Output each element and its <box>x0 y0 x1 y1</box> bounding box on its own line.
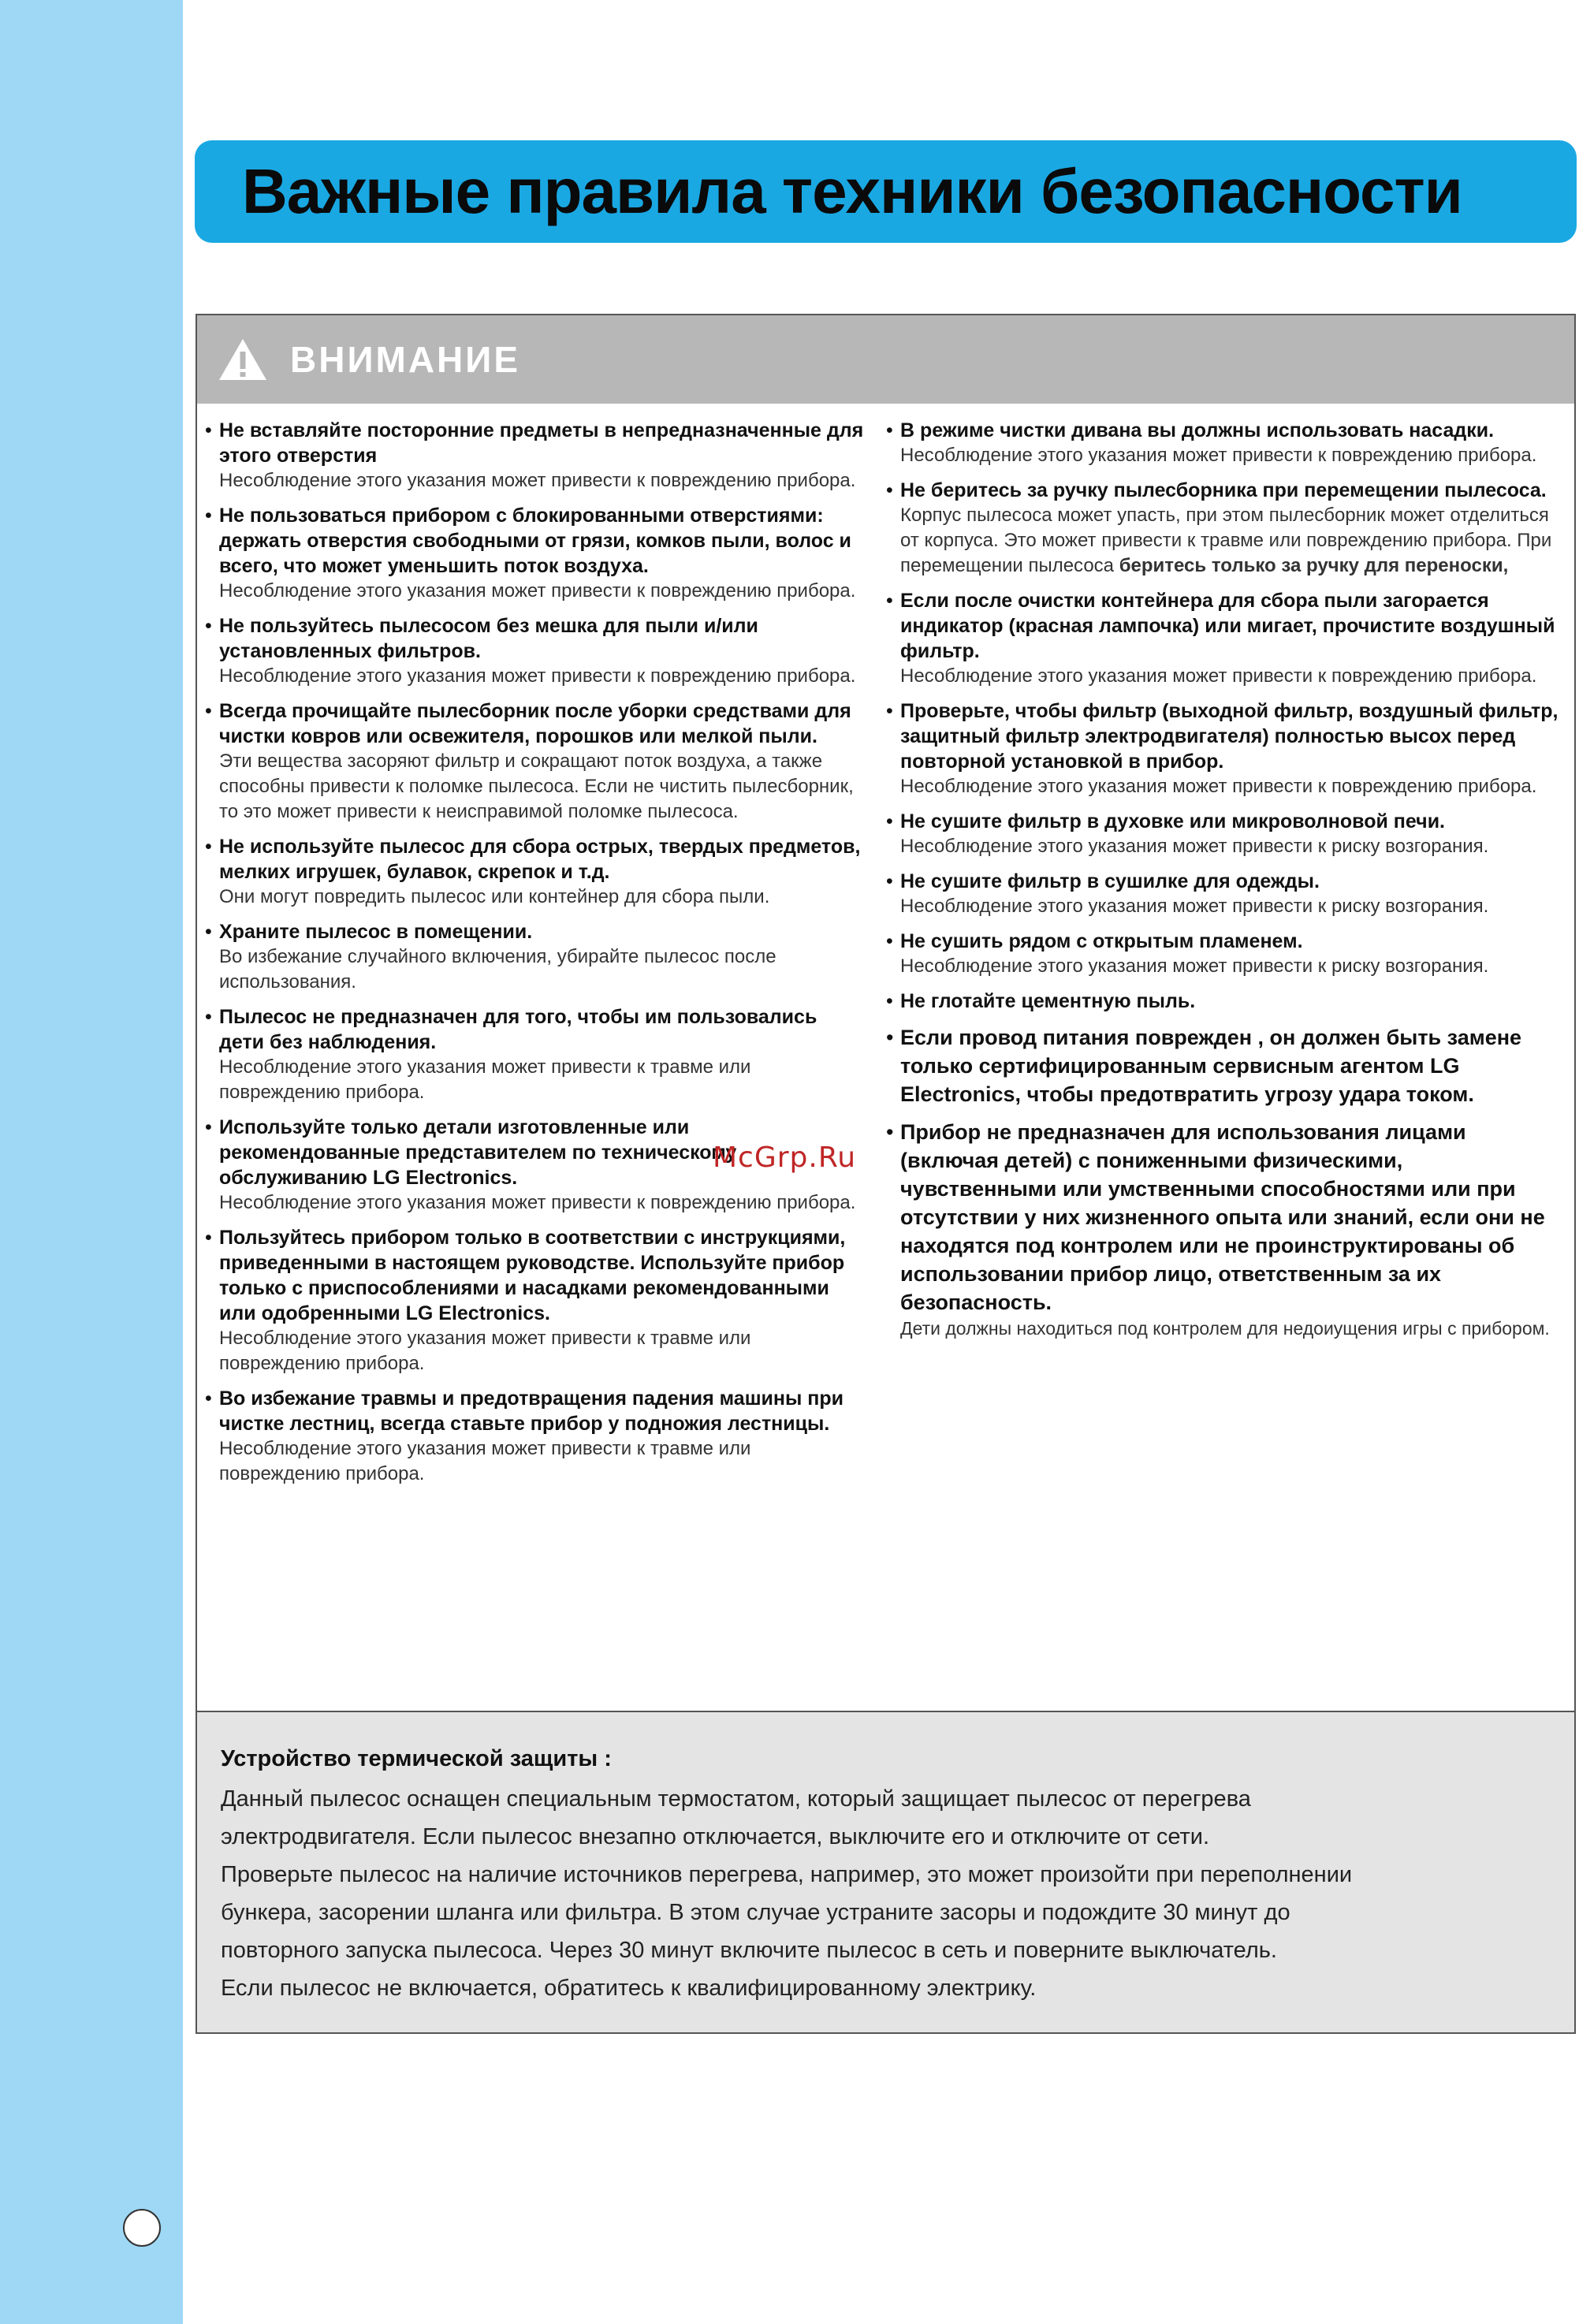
list-item: • Если после очистки контейнера для сбора пыли загорается индикатор (красная лампочка) или мигает, прочистите воздушный фильтр. Несоблюдение этого указания может привести к повреждению прибора. <box>886 588 1560 689</box>
side-stripe <box>0 0 183 2324</box>
item-title: Прибор не предназначен для использования лицами (включая детей) с пониженными физическими, чувственными или умственными способностями или при отсутствии у них жизненного опыта или знаний, если они не находятся под контролем или не проинструктированы об использовании прибор лицо, ответственным за их безопасность. <box>900 1120 1545 1314</box>
thermal-line: Если пылесос не включается, обратитесь к квалифицированному электрику. <box>221 1976 1037 2001</box>
thermal-protection-box <box>197 1711 1574 2032</box>
item-title: Не пользоваться прибором с блокированными отверстиями: держать отверстия свободными от грязи, комков пыли, волос и всего, что может уменьшить поток воздуха. <box>219 505 851 577</box>
thermal-line: Данный пылесос оснащен специальным термостатом, который защищает пылесос от перегрева <box>221 1786 1251 1812</box>
item-desc <box>900 503 1560 579</box>
list-item: • Храните пылесос в помещении. Во избежание случайного включения, убирайте пылесос после использования. <box>205 919 867 995</box>
warning-label: ВНИМАНИЕ <box>290 339 521 380</box>
list-item: • Проверьте, чтобы фильтр (выходной фильтр, воздушный фильтр, защитный фильтр электродвигателя) полностью высох перед повторной установкой в прибор. Несоблюдение этого указания может привести к повреждению прибора. <box>886 698 1560 799</box>
list-item: • Не сушите фильтр в сушилке для одежды. Несоблюдение этого указания может привести к риску возгорания. <box>886 869 1560 919</box>
item-desc-text: Корпус пылесоса может упасть, при этом пылесборник может отделиться от корпуса. Это может привести к травме или повреждению прибора. При перемещении пылесоса <box>900 505 1552 576</box>
item-desc: Они могут повредить пылесос или контейнер для сбора пыли. <box>219 886 770 907</box>
list-item: • Не сушите фильтр в духовке или микроволновой печи. Несоблюдение этого указания может привести к риску возгорания. <box>886 809 1560 859</box>
thermal-line: повторного запуска пылесоса. Через 30 минут включите пылесос в сеть и поверните выключатель. <box>221 1938 1277 1963</box>
list-item: • Не глотайте цементную пыль. <box>886 989 1560 1014</box>
item-desc: Эти вещества засоряют фильтр и сокращают поток воздуха, а также способны привести к поломке пылесоса. Если не чистить пылесборник, то это может привести к неисправимой поломке пылесоса. <box>219 750 854 822</box>
page-number-circle <box>123 2209 161 2247</box>
warning-triangle-icon <box>218 337 268 382</box>
item-desc: Несоблюдение этого указания может привести к повреждению прибора. <box>219 580 856 601</box>
item-title: Не используйте пылесос для сбора острых, твердых предметов, мелких игрушек, булавок, скрепок и т.д. <box>219 836 861 883</box>
item-desc: Несоблюдение этого указания может привести к повреждению прибора. <box>900 445 1537 466</box>
list-item: • Если провод питания поврежден , он должен быть замене только сертифицированным сервисным агентом LG Electronics, чтобы предотвратить угрозу удара током. <box>886 1023 1560 1108</box>
item-title: Пылесос не предназначен для того, чтобы им пользовались дети без наблюдения. <box>219 1006 817 1053</box>
list-item: • Пылесос не предназначен для того, чтобы им пользовались дети без наблюдения. Несоблюдение этого указания может привести к травме или повреждению прибора. <box>205 1004 867 1105</box>
warning-header <box>197 315 1574 404</box>
left-column <box>205 418 867 1496</box>
item-desc: Несоблюдение этого указания может привести к риску возгорания. <box>900 836 1489 857</box>
list-item: • Пользуйтесь прибором только в соответствии с инструкциями, приведенными в настоящем руководстве. Используйте прибор только с приспособлениями и насадками рекомендованными или одобренными LG Electronics. Несоблюдение этого указания может привести к травме или повреждению прибора. <box>205 1225 867 1376</box>
list-item: • Не сушить рядом с открытым пламенем. Несоблюдение этого указания может привести к риску возгорания. <box>886 929 1560 979</box>
item-title: Не сушить рядом с открытым пламенем. <box>900 930 1303 952</box>
item-desc: Дети должны находиться под контролем для недоиущения игры с прибором. <box>900 1318 1550 1339</box>
item-title: Если провод питания поврежден , он должен быть замене только сертифицированным сервисным агентом LG Electronics, чтобы предотвратить угрозу удара током. <box>900 1026 1522 1106</box>
list-item: • Прибор не предназначен для использования лицами (включая детей) с пониженными физическими, чувственными или умственными способностями или при отсутствии у них жизненного опыта или знаний, если они не находятся под контролем или не проинструктированы об использовании прибор лицо, ответственным за их безопасность. Дети должны находиться под контролем для недоиущения игры с прибором. <box>886 1118 1560 1340</box>
list-item: • Не вставляйте посторонние предметы в непредназначенные для этого отверстия Несоблюдение этого указания может привести к повреждению прибора. <box>205 418 867 493</box>
list-item: • Используйте только детали изготовленные или рекомендованные представителем по техническому обслуживанию LG Electronics. Несоблюдение этого указания может привести к повреждению прибора. <box>205 1115 867 1216</box>
item-title: Не пользуйтесь пылесосом без мешка для пыли и/или установленных фильтров. <box>219 615 758 662</box>
list-item: • Всегда прочищайте пылесборник после уборки средствами для чистки ковров или освежителя, порошков или мелкой пыли. Эти вещества засоряют фильтр и сокращают поток воздуха, а также способны привести к поломке пылесоса. Если не чистить пылесборник, то это может привести к неисправимой поломке пылесоса. <box>205 698 867 825</box>
item-desc: Несоблюдение этого указания может привести к травме или повреждению прибора. <box>219 1328 751 1374</box>
list-item: • Во избежание травмы и предотвращения падения машины при чистке лестниц, всегда ставьте прибор у подножия лестницы. Несоблюдение этого указания может привести к травме или повреждению прибора. <box>205 1386 867 1487</box>
item-desc: Несоблюдение этого указания может привести к повреждению прибора. <box>900 776 1537 797</box>
list-item: • Не используйте пылесос для сбора острых, твердых предметов, мелких игрушек, булавок, скрепок и т.д. Они могут повредить пылесос или контейнер для сбора пыли. <box>205 834 867 910</box>
thermal-line: бункера, засорении шланга или фильтра. В этом случае устраните засоры и подождите 30 минут до <box>221 1900 1290 1925</box>
thermal-title: Устройство термической защиты : <box>221 1746 612 1771</box>
item-desc: Несоблюдение этого указания может привести к повреждению прибора. <box>219 470 856 491</box>
item-title: Не беритесь за ручку пылесборника при перемещении пылесоса. <box>900 479 1547 501</box>
item-desc: Несоблюдение этого указания может привести к повреждению прибора. <box>219 1192 856 1213</box>
item-desc: Несоблюдение этого указания может привести к повреждению прибора. <box>219 665 856 687</box>
thermal-line: электродвигателя. Если пылесос внезапно отключается, выключите его и отключите от сети. <box>221 1824 1210 1849</box>
item-desc: Несоблюдение этого указания может привести к травме или повреждению прибора. <box>219 1056 751 1103</box>
watermark: McGrp.Ru <box>713 1142 857 1174</box>
list-item: • В режиме чистки дивана вы должны использовать насадки. Несоблюдение этого указания может привести к повреждению прибора. <box>886 418 1560 468</box>
item-title: Не сушите фильтр в духовке или микроволновой печи. <box>900 810 1446 832</box>
item-desc: Во избежание случайного включения, убирайте пылесос после использования. <box>219 946 776 993</box>
title-bar <box>195 140 1577 243</box>
safety-frame <box>196 314 1576 2034</box>
item-desc-bold: беритесь только за ручку для переноски, <box>1119 555 1509 576</box>
list-item: • Не пользоваться прибором с блокированными отверстиями: держать отверстия свободными от грязи, комков пыли, волос и всего, что может уменьшить поток воздуха. Несоблюдение этого указания может привести к повреждению прибора. <box>205 503 867 604</box>
thermal-line: Проверьте пылесос на наличие источников перегрева, например, это может произойти при переполнении <box>221 1862 1353 1887</box>
item-title: Не глотайте цементную пыль. <box>900 990 1196 1012</box>
item-title: Во избежание травмы и предотвращения падения машины при чистке лестниц, всегда ставьте прибор у подножия лестницы. <box>219 1387 844 1435</box>
item-title: В режиме чистки дивана вы должны использовать насадки. <box>900 419 1495 441</box>
item-title: Пользуйтесь прибором только в соответствии с инструкциями, приведенными в настоящем руководстве. Используйте прибор только с приспособлениями и насадками рекомендованными или одобренными LG Electronics. <box>219 1227 846 1324</box>
item-title: Если после очистки контейнера для сбора пыли загорается индикатор (красная лампочка) или мигает, прочистите воздушный фильтр. <box>900 590 1555 662</box>
item-title: Не вставляйте посторонние предметы в непредназначенные для этого отверстия <box>219 419 864 467</box>
right-column <box>886 418 1560 1350</box>
item-title: Всегда прочищайте пылесборник после уборки средствами для чистки ковров или освежителя, порошков или мелкой пыли. <box>219 700 851 747</box>
list-item: • Не пользуйтесь пылесосом без мешка для пыли и/или установленных фильтров. Несоблюдение этого указания может привести к повреждению прибора. <box>205 613 867 689</box>
item-desc: Несоблюдение этого указания может привести к травме или повреждению прибора. <box>219 1438 751 1484</box>
item-desc: Несоблюдение этого указания может привести к риску возгорания. <box>900 955 1489 977</box>
item-title: Храните пылесос в помещении. <box>219 921 533 943</box>
item-desc: Несоблюдение этого указания может привести к риску возгорания. <box>900 896 1489 917</box>
item-title: Используйте только детали изготовленные или рекомендованные представителем по техническому обслуживанию LG Electronics. <box>219 1116 737 1189</box>
item-title: Проверьте, чтобы фильтр (выходной фильтр, воздушный фильтр, защитный фильтр электродвигателя) полностью высох перед повторной установкой в прибор. <box>900 700 1559 773</box>
list-item: • Не беритесь за ручку пылесборника при перемещении пылесоса. Корпус пылесоса может упасть, при этом пылесборник может отделиться от корпуса. Это может привести к травме или повреждению прибора. При перемещении пылесоса беритесь только за ручку для переноски, <box>886 478 1560 579</box>
item-desc: Несоблюдение этого указания может привести к повреждению прибора. <box>900 665 1537 687</box>
item-title: Не сушите фильтр в сушилке для одежды. <box>900 870 1320 892</box>
page-title: Важные правила техники безопасности <box>242 156 1462 226</box>
